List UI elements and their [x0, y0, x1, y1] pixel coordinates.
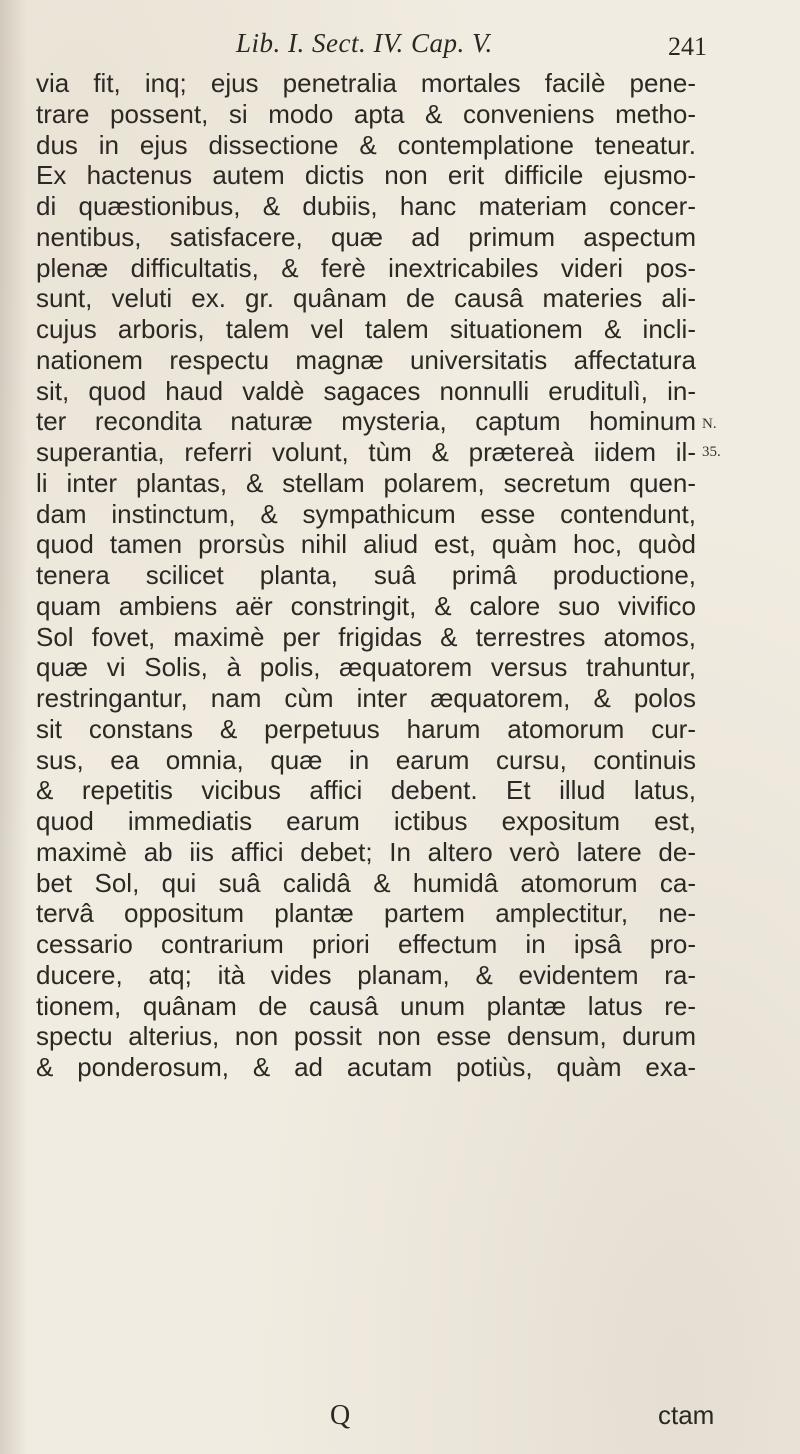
- text-line: ter recondita naturæ mysteria, captum hominum: [36, 406, 696, 437]
- text-line: via fit, inq; ejus penetralia mortales facilè pene-: [36, 68, 696, 98]
- text-line: tervâ oppositum plantæ partem amplectitur, ne-: [36, 898, 696, 929]
- page-footer: [0, 1400, 800, 1440]
- text-line: sus, ea omnia, quæ in earum cursu, continuis: [36, 744, 696, 775]
- text-line: & repetitis vicibus affici debent. Et illud latus,: [36, 775, 696, 806]
- text-line: quod tamen prorsùs nihil aliud est, quàm hoc, quòd: [36, 529, 696, 560]
- running-head: Lib. I. Sect. IV. Cap. V.: [236, 28, 493, 58]
- text-line: trare possent, si modo apta & conveniens metho-: [36, 98, 696, 129]
- text-line: quod immediatis earum ictibus expositum est,: [36, 806, 696, 836]
- text-line: spectu alterius, non possit non esse densum, durum: [36, 1021, 696, 1052]
- text-line: sit, quod haud valdè sagaces nonnulli eruditulì, in-: [36, 375, 696, 406]
- page-number: 241: [668, 32, 707, 61]
- text-line: li inter plantas, & stellam polarem, secretum quen-: [36, 467, 696, 498]
- text-line: tionem, quânam de causâ unum plantæ latus re-: [36, 990, 696, 1021]
- body-text: [36, 68, 696, 1083]
- text-line: tenera scilicet planta, suâ primâ productione,: [36, 560, 696, 590]
- text-line: sit constans & perpetuus harum atomorum cur-: [36, 713, 696, 744]
- text-line: sunt, veluti ex. gr. quânam de causâ materies ali-: [36, 283, 696, 314]
- catchword: ctam: [658, 1400, 715, 1430]
- text-line: Sol fovet, maximè per frigidas & terrestres atomos,: [36, 621, 696, 652]
- text-line: quæ vi Solis, à polis, æquatorem versus trahuntur,: [36, 652, 696, 683]
- text-line: restringantur, nam cùm inter æquatorem, & polos: [36, 683, 696, 713]
- signature-mark: Q: [330, 1400, 351, 1431]
- text-line: cessario contrarium priori effectum in ipsâ pro-: [36, 929, 696, 959]
- text-line: quam ambiens aër constringit, & calore suo vivifico: [36, 590, 696, 621]
- text-line: superantia, referri volunt, tùm & prætereà iidem il-: [36, 437, 696, 467]
- text-line: cujus arboris, talem vel talem situationem & incli-: [36, 314, 696, 344]
- text-line: di quæstionibus, & dubiis, hanc materiam concer-: [36, 191, 696, 221]
- margin-note-n: N.: [702, 416, 717, 432]
- text-line: nentibus, satisfacere, quæ ad primum aspectum: [36, 221, 696, 252]
- text-line: dam instinctum, & sympathicum esse contendunt,: [36, 498, 696, 529]
- text-line: nationem respectu magnæ universitatis affectatura: [36, 344, 696, 375]
- text-line: plenæ difficultatis, & ferè inextricabiles videri pos-: [36, 252, 696, 283]
- margin-note-number: 35.: [702, 444, 721, 460]
- gutter-shadow: [0, 0, 28, 1454]
- text-line: maximè ab iis affici debet; In altero verò latere de-: [36, 836, 696, 867]
- text-line: bet Sol, qui suâ calidâ & humidâ atomorum ca-: [36, 867, 696, 898]
- page-header: [0, 28, 800, 68]
- text-line: & ponderosum, & ad acutam potiùs, quàm exa-: [36, 1052, 696, 1082]
- text-line: dus in ejus dissectione & contemplatione teneatur.: [36, 129, 696, 160]
- text-line: Ex hactenus autem dictis non erit difficile ejusmo-: [36, 160, 696, 191]
- text-line: ducere, atq; ità vides planam, & evidentem ra-: [36, 959, 696, 990]
